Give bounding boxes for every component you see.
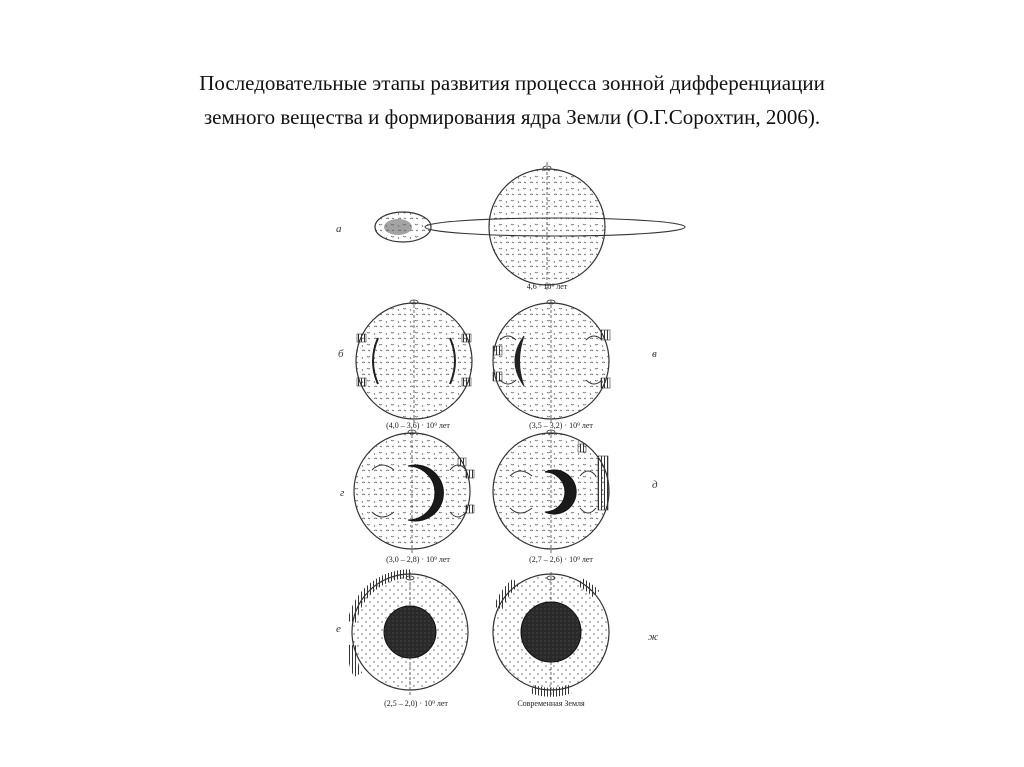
stage-zh-label: ж: [648, 631, 659, 643]
continental-crust: [532, 689, 570, 692]
crust-block: [466, 470, 474, 478]
stage-v: [493, 300, 657, 430]
crust-block: [357, 334, 366, 342]
earth-core: [384, 606, 436, 658]
crust-block: [466, 505, 474, 513]
stage-d-label: д: [652, 479, 658, 491]
crust-block: [458, 458, 466, 466]
stage-v-caption: (3,5 – 3,2) · 10⁹ лет: [529, 421, 593, 430]
crust-block: [601, 330, 610, 340]
crust-block: [493, 372, 502, 381]
stage-a-label: а: [336, 223, 342, 235]
proto-moon-core: [384, 219, 412, 235]
stage-d: [493, 430, 658, 564]
crust-block: [493, 346, 502, 355]
stage-a: [336, 162, 685, 291]
stage-b-label: б: [338, 348, 344, 360]
stage-zh: [493, 572, 659, 708]
title-line-2: земного вещества и формирования ядра Земли (О.Г.Сорохтин, 2006).: [203, 105, 821, 129]
stage-e: [336, 572, 468, 708]
crust-block: [462, 334, 471, 342]
earth-core: [521, 602, 581, 662]
stage-g-caption: (3,0 – 2,8) · 10⁹ лет: [386, 555, 450, 564]
stage-d-caption: (2,7 – 2,6) · 10⁹ лет: [529, 555, 593, 564]
stage-zh-caption: Современная Земля: [517, 699, 585, 708]
stage-b-caption: (4,0 – 3,6) · 10⁹ лет: [386, 421, 450, 430]
stage-g: [340, 430, 474, 564]
stage-a-caption: 4,6 · 10⁹ лет: [526, 282, 568, 291]
crust-block: [578, 444, 586, 452]
crust-block: [357, 378, 366, 386]
stage-b: [338, 300, 472, 430]
crust-block: [462, 378, 471, 386]
crust-segment: [598, 456, 608, 510]
crust-block: [601, 378, 610, 388]
stage-v-label: в: [652, 348, 657, 360]
stage-e-caption: (2,5 – 2,0) · 10⁹ лет: [384, 699, 448, 708]
stage-e-label: е: [336, 623, 341, 635]
title-line-1: Последовательные этапы развития процесса зонной дифференциации: [199, 71, 825, 95]
stage-g-label: г: [340, 487, 345, 499]
